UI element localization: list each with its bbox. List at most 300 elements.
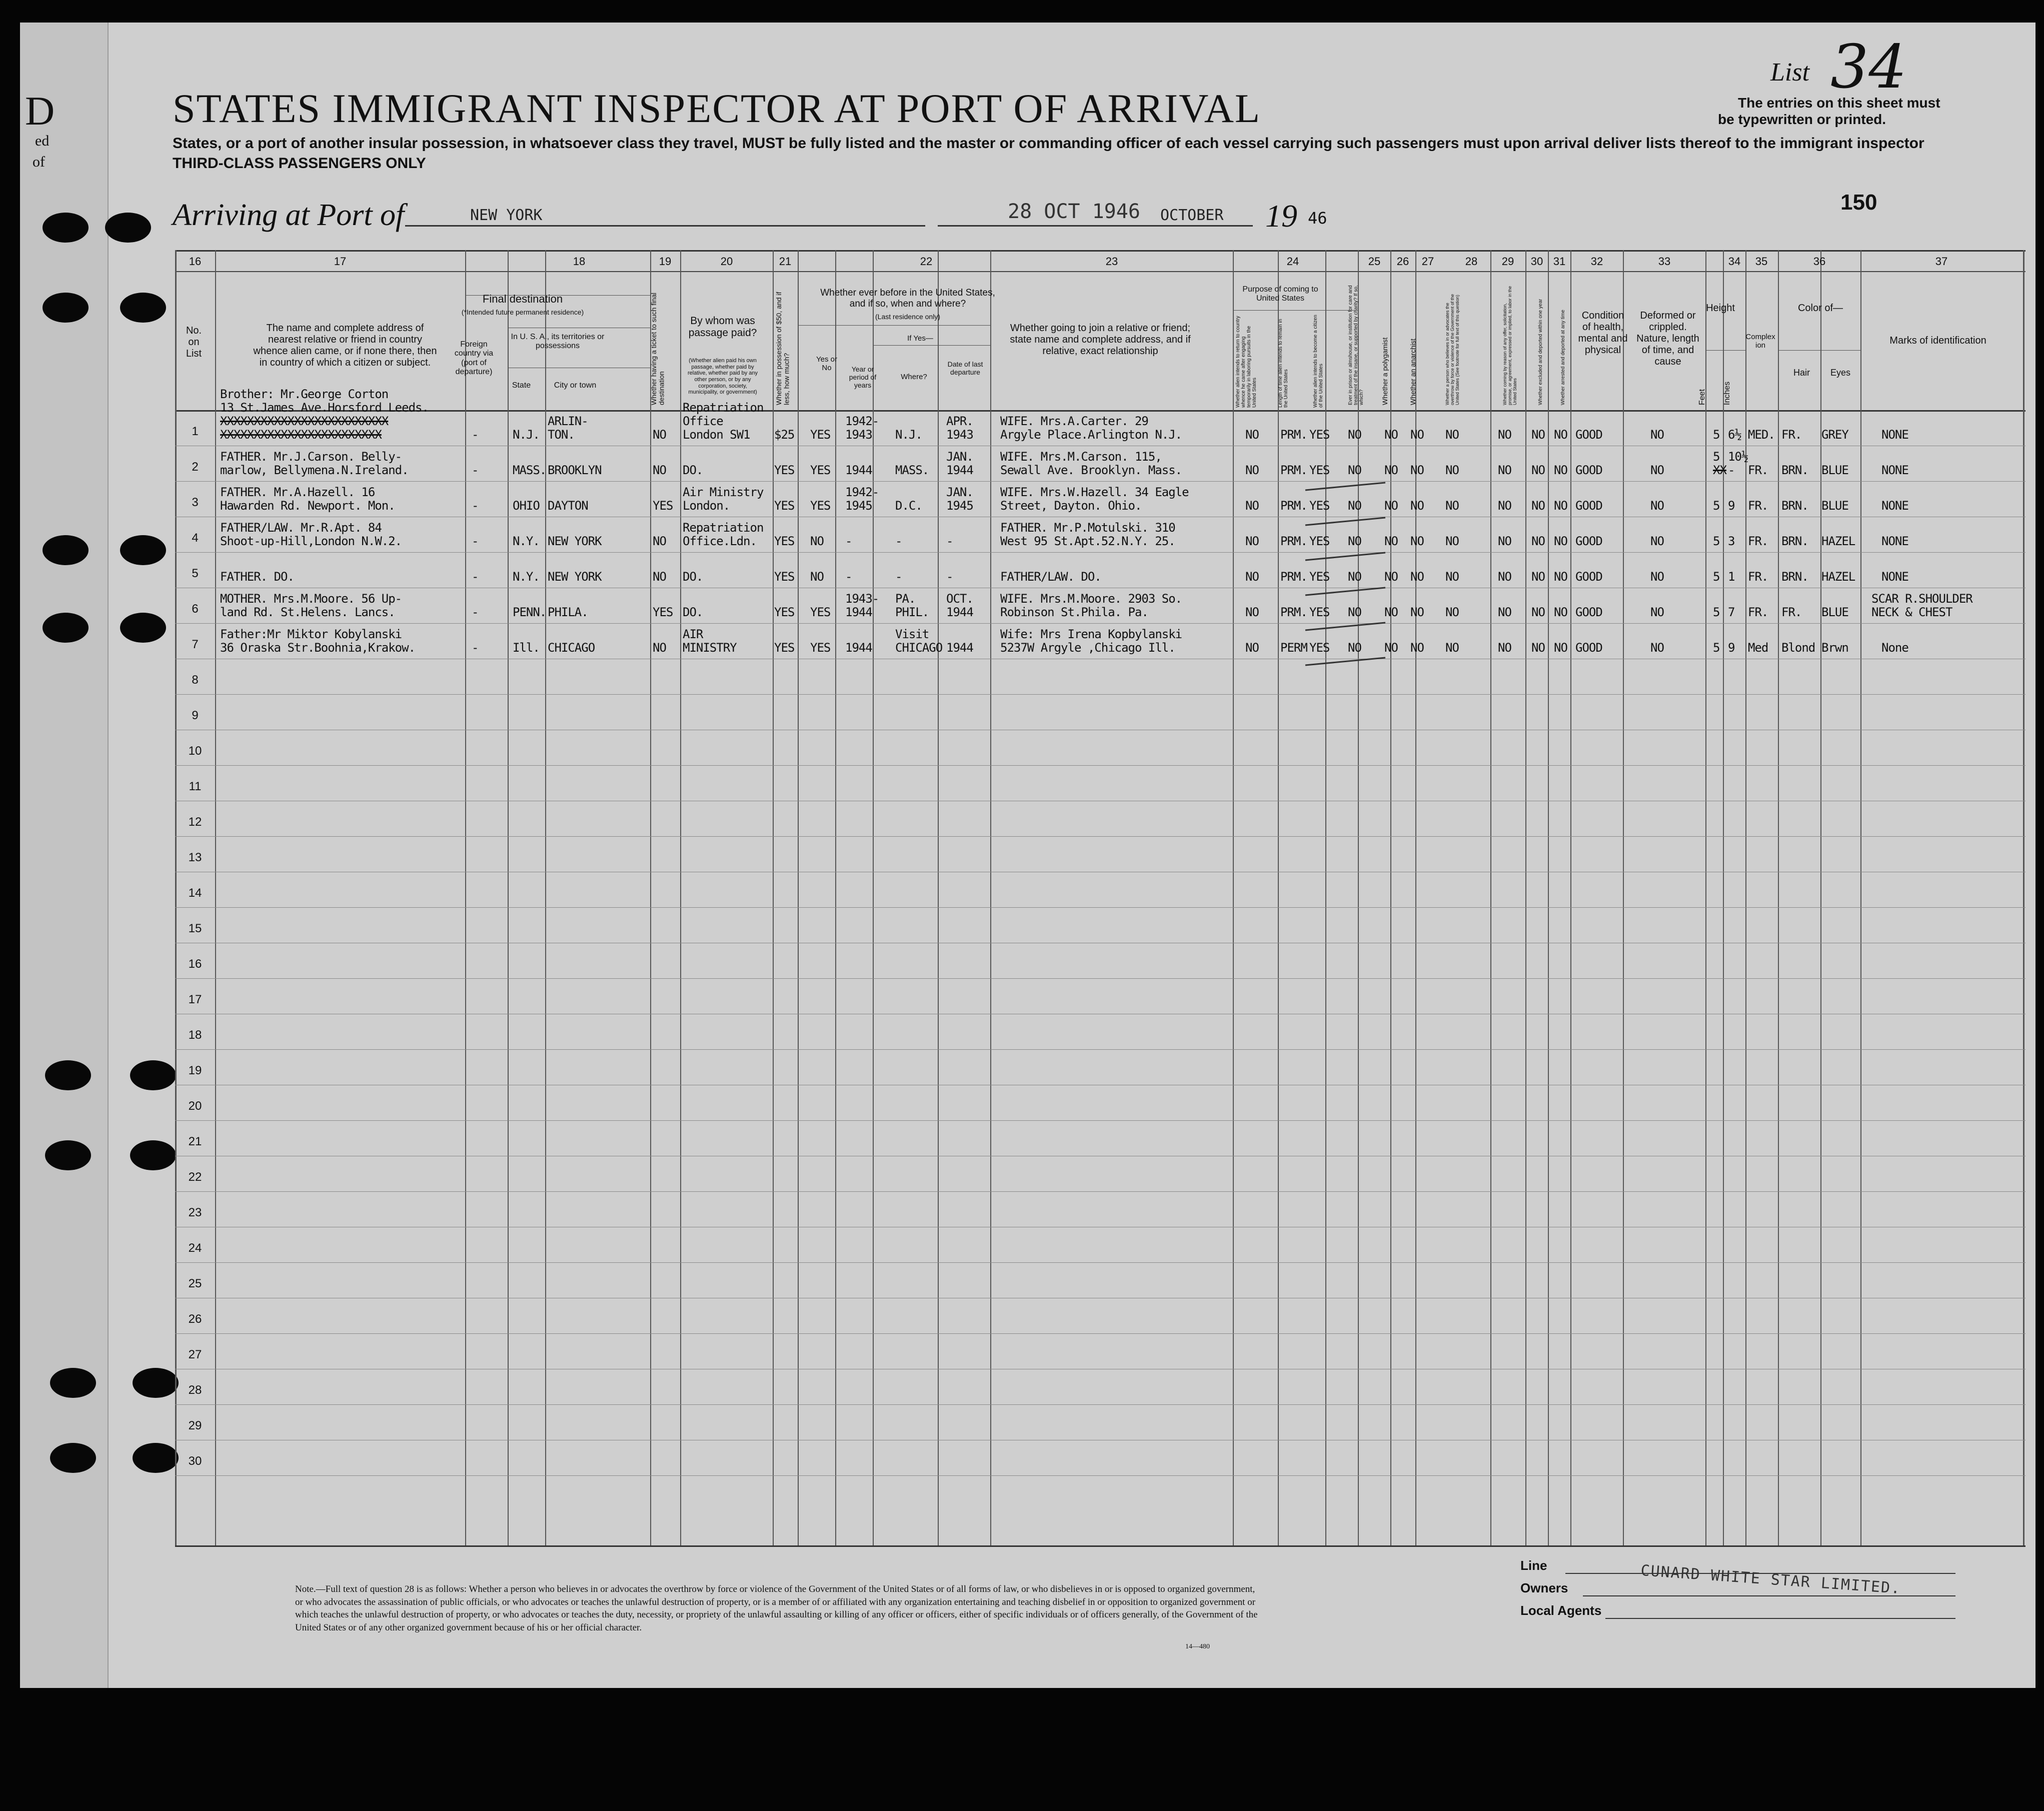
header-no-on-list: No. on List bbox=[186, 325, 202, 359]
column-number: 17 bbox=[334, 255, 347, 268]
row-number: 11 bbox=[189, 780, 202, 793]
height-feet: 5 bbox=[1713, 450, 1720, 464]
answer-c28: NO bbox=[1445, 463, 1459, 477]
header-height: Height bbox=[1706, 303, 1735, 314]
column-divider bbox=[1525, 250, 1526, 1545]
header-last-departure: Date of last departure bbox=[947, 360, 983, 377]
column-divider bbox=[798, 250, 799, 1545]
foreign-country: - bbox=[472, 641, 479, 655]
eye-color: BLUE bbox=[1821, 605, 1848, 619]
answer-p24b: PRM. bbox=[1280, 499, 1307, 513]
column-divider bbox=[1548, 250, 1549, 1545]
answer-c29: NO bbox=[1498, 463, 1511, 477]
column-divider bbox=[873, 250, 874, 1545]
passage-paid-by: MINISTRY bbox=[683, 641, 737, 655]
port-of-arrival: NEW YORK bbox=[470, 207, 543, 224]
subheader-rule bbox=[1778, 350, 1860, 351]
header-purpose: Purpose of coming to United States bbox=[1242, 285, 1318, 303]
destination-city: PHILA. bbox=[548, 605, 588, 619]
ticket-status: YES bbox=[653, 605, 673, 619]
subheader-rule bbox=[1705, 350, 1745, 351]
where-in-us: - bbox=[895, 534, 902, 548]
answer-c26: NO bbox=[1384, 463, 1398, 477]
answer-p24a: NO bbox=[1245, 570, 1259, 584]
complexion: FR. bbox=[1748, 605, 1768, 619]
answer-c30: NO bbox=[1531, 570, 1545, 584]
fifty-dollars: YES bbox=[774, 534, 795, 548]
years-in-us: 1942- bbox=[845, 485, 879, 499]
row-number: 29 bbox=[188, 1419, 202, 1432]
row-number: 19 bbox=[188, 1064, 202, 1077]
row-number: 30 bbox=[188, 1454, 202, 1468]
answer-c26: NO bbox=[1384, 605, 1398, 619]
last-departure: JAN. bbox=[946, 485, 973, 499]
years-in-us: - bbox=[845, 534, 852, 548]
relative-address: FATHER. Mr.J.Carson. Belly- bbox=[220, 450, 402, 464]
hair-color: FR. bbox=[1781, 605, 1802, 619]
health-condition: GOOD bbox=[1575, 428, 1602, 442]
column-number: 21 bbox=[779, 255, 792, 268]
header-purpose-citizen: Whether alien intends to become a citizen of the United States bbox=[1313, 315, 1324, 408]
answer-p24c: YES bbox=[1309, 605, 1330, 619]
answer-c28: NO bbox=[1445, 641, 1459, 655]
identification-marks: NONE bbox=[1881, 570, 1908, 584]
answer-c25: NO bbox=[1348, 499, 1361, 513]
column-divider bbox=[1570, 250, 1571, 1545]
ticket-status: YES bbox=[653, 499, 673, 513]
row-number: 1 bbox=[192, 425, 199, 438]
destination-city: ARLIN- bbox=[548, 414, 588, 428]
punch-hole bbox=[50, 1368, 96, 1398]
fifty-dollars: YES bbox=[774, 499, 795, 513]
row-rule bbox=[175, 1191, 2025, 1192]
destination-city: TON. bbox=[548, 428, 575, 442]
health-condition: GOOD bbox=[1575, 570, 1602, 584]
column-divider bbox=[1705, 250, 1706, 1545]
answer-c25: NO bbox=[1348, 428, 1361, 442]
row-rule bbox=[175, 1120, 2025, 1121]
fifty-dollars: $25 bbox=[774, 428, 795, 442]
height-feet: 5 bbox=[1713, 499, 1720, 513]
answer-p24b: PRM. bbox=[1280, 534, 1307, 548]
relative-address: Hawarden Rd. Newport. Mon. bbox=[220, 499, 395, 513]
passage-paid-by: AIR bbox=[683, 627, 703, 641]
answer-c31: NO bbox=[1554, 534, 1567, 548]
punch-hole bbox=[43, 213, 89, 243]
destination-state: PENN. bbox=[513, 605, 547, 619]
row-number: 3 bbox=[192, 496, 199, 509]
header-polygamist: Whether a polygamist bbox=[1381, 337, 1389, 405]
answer-c31: NO bbox=[1554, 641, 1567, 655]
eye-color: HAZEL bbox=[1821, 570, 1855, 584]
hair-color: Blond bbox=[1781, 641, 1815, 655]
row-number: 26 bbox=[188, 1312, 202, 1326]
height-feet: XX bbox=[1713, 463, 1726, 477]
column-divider bbox=[465, 250, 466, 1545]
row-rule bbox=[175, 1049, 2025, 1050]
ticket-status: NO bbox=[653, 534, 666, 548]
row-rule bbox=[175, 836, 2025, 837]
edge-text-1: ed bbox=[35, 133, 50, 149]
header-arrested: Whether arrested and deported at any time bbox=[1560, 310, 1566, 405]
last-departure: JAN. bbox=[946, 450, 973, 464]
answer-c27: NO bbox=[1410, 605, 1424, 619]
height-feet: 5 bbox=[1713, 641, 1720, 655]
answer-c27: NO bbox=[1410, 499, 1424, 513]
header-final-destination: Final destination bbox=[482, 293, 563, 305]
local-agents-underline bbox=[1605, 1618, 1955, 1619]
column-divider bbox=[990, 250, 991, 1545]
punch-hole bbox=[45, 1140, 91, 1170]
header-anarchist: Whether an anarchist bbox=[1409, 338, 1417, 405]
row-number: 27 bbox=[188, 1348, 202, 1361]
last-departure: 1943 bbox=[946, 428, 973, 442]
header-overthrow: Whether a person who believes in or advocates the overthrow by force or violence of the Government of the United States (See footnote for full text of this question) bbox=[1445, 294, 1460, 405]
header-purpose-return: Whether alien intends to return to country whence he came after engaging temporarily in laboring pursuits in the United States bbox=[1235, 316, 1257, 408]
deformed-status: NO bbox=[1650, 499, 1664, 513]
answer-c30: NO bbox=[1531, 499, 1545, 513]
column-number: 24 bbox=[1286, 255, 1299, 268]
row-number: 23 bbox=[188, 1206, 202, 1219]
joining-relative: 5237W Argyle ,Chicago Ill. bbox=[1000, 641, 1175, 655]
row-number: 8 bbox=[192, 673, 199, 687]
row-number: 24 bbox=[188, 1241, 202, 1255]
deformed-status: NO bbox=[1650, 641, 1664, 655]
relative-address: Brother: Mr.George Corton bbox=[220, 387, 389, 401]
destination-state: MASS. bbox=[513, 463, 547, 477]
punch-hole bbox=[130, 1060, 176, 1090]
last-departure: OCT. bbox=[946, 592, 973, 606]
joining-relative: WIFE. Mrs.W.Hazell. 34 Eagle bbox=[1000, 485, 1189, 499]
arrival-month: OCTOBER bbox=[1160, 207, 1224, 224]
where-in-us: PHIL. bbox=[895, 605, 929, 619]
relative-address: marlow, Bellymena.N.Ireland. bbox=[220, 463, 409, 477]
line-label: Line bbox=[1520, 1558, 1547, 1573]
answer-c29: NO bbox=[1498, 534, 1511, 548]
years-in-us: 1945 bbox=[845, 499, 872, 513]
answer-c29: NO bbox=[1498, 641, 1511, 655]
column-divider bbox=[508, 250, 509, 1545]
header-in-usa: In U. S. A., its territories or possessions bbox=[511, 333, 605, 351]
years-in-us: 1943 bbox=[845, 428, 872, 442]
destination-city: DAYTON bbox=[548, 499, 588, 513]
punch-hole bbox=[50, 1443, 96, 1473]
row-number: 10 bbox=[188, 744, 202, 758]
column-number: 35 bbox=[1755, 255, 1768, 268]
row-number: 2 bbox=[192, 460, 199, 474]
identification-marks: NONE bbox=[1881, 534, 1908, 548]
health-condition: GOOD bbox=[1575, 641, 1602, 655]
hair-color: BRN. bbox=[1781, 534, 1808, 548]
passage-paid-by: Air Ministry bbox=[683, 485, 764, 499]
foreign-country: - bbox=[472, 534, 479, 548]
health-condition: GOOD bbox=[1575, 499, 1602, 513]
punch-hole bbox=[43, 293, 89, 323]
punch-hole bbox=[120, 293, 166, 323]
height-inches: 6½ bbox=[1728, 428, 1741, 442]
row-number: 6 bbox=[192, 602, 199, 616]
joining-relative: WIFE. Mrs.A.Carter. 29 bbox=[1000, 414, 1148, 428]
ticket-status: NO bbox=[653, 463, 666, 477]
answer-c30: NO bbox=[1531, 605, 1545, 619]
answer-p24c: YES bbox=[1309, 463, 1330, 477]
subheader-rule bbox=[873, 345, 990, 346]
destination-state: N.J. bbox=[513, 428, 540, 442]
hair-color: BRN. bbox=[1781, 463, 1808, 477]
manifest-table bbox=[175, 250, 2025, 1545]
answer-c26: NO bbox=[1384, 534, 1398, 548]
previously-in-us: YES bbox=[810, 605, 831, 619]
eye-color: GREY bbox=[1821, 428, 1848, 442]
sheet-number: 150 bbox=[1840, 190, 1877, 215]
row-number: 5 bbox=[192, 567, 199, 580]
relative-address: Father:Mr Miktor Kobylanski bbox=[220, 627, 402, 641]
joining-relative: WIFE. Mrs.M.Moore. 2903 So. bbox=[1000, 592, 1182, 606]
column-divider bbox=[1490, 250, 1491, 1545]
answer-c31: NO bbox=[1554, 605, 1567, 619]
passage-paid-by: London. bbox=[683, 499, 730, 513]
answer-c29: NO bbox=[1498, 605, 1511, 619]
header-labor-offer: Whether coming by reason of any offer, solicitation, promise, or agreement, expressed or implied, to labor in the United States bbox=[1502, 286, 1517, 405]
answer-c29: NO bbox=[1498, 428, 1511, 442]
last-departure: APR. bbox=[946, 414, 973, 428]
fifty-dollars: YES bbox=[774, 463, 795, 477]
previously-in-us: YES bbox=[810, 641, 831, 655]
health-condition: GOOD bbox=[1575, 605, 1602, 619]
answer-c26: NO bbox=[1384, 499, 1398, 513]
row-rule bbox=[175, 978, 2025, 979]
destination-state: N.Y. bbox=[513, 570, 540, 584]
answer-p24c: YES bbox=[1309, 641, 1330, 655]
height-feet: 5 bbox=[1713, 605, 1720, 619]
column-number: 34 bbox=[1728, 255, 1741, 268]
column-number: 25 bbox=[1368, 255, 1381, 268]
answer-c27: NO bbox=[1410, 534, 1424, 548]
edge-letter: D bbox=[25, 88, 55, 134]
row-number: 18 bbox=[188, 1028, 202, 1042]
destination-city: CHICAGO bbox=[548, 641, 595, 655]
passage-paid-by: Repatriation bbox=[683, 401, 764, 415]
row-number: 20 bbox=[188, 1099, 202, 1113]
joining-relative: Sewall Ave. Brooklyn. Mass. bbox=[1000, 463, 1182, 477]
footnote: Note.—Full text of question 28 is as follows: Whether a person who believes in or advocates the overthrow by force or violence of the Government of the United States or of all forms of law, or who disbelieves in or is opposed to organized government, or who advocates the assassination of public officials, or who advocates or teaches the unlawful destruction of property, or is a member of or affiliated with any organization entertaining and teaching disbelief in or opposition to organized government or which teaches the unlawful destruction of property, or who advocates or teaches the duty, necessity, or propriety of the unlawful assaulting or killing of any officer or officers, either of specific individuals or of officers generally, of the Government of the United States or of any other organized government because of his or her official character. bbox=[295, 1584, 1258, 1633]
height-inches: - bbox=[1728, 463, 1735, 477]
ticket-status: NO bbox=[653, 570, 666, 584]
row-number: 25 bbox=[188, 1277, 202, 1290]
answer-c28: NO bbox=[1445, 605, 1459, 619]
table-top-rule bbox=[175, 250, 2025, 252]
answer-c30: NO bbox=[1531, 463, 1545, 477]
row-number: 4 bbox=[192, 531, 199, 545]
column-divider bbox=[545, 250, 546, 1545]
row-rule bbox=[175, 481, 2025, 482]
column-number: 33 bbox=[1658, 255, 1671, 268]
answer-c29: NO bbox=[1498, 499, 1511, 513]
row-number: 13 bbox=[188, 851, 202, 864]
column-divider bbox=[835, 250, 836, 1545]
row-number: 28 bbox=[188, 1383, 202, 1397]
answer-p24c: YES bbox=[1309, 428, 1330, 442]
complexion: Med bbox=[1748, 641, 1768, 655]
relative-address: FATHER/LAW. Mr.R.Apt. 84 bbox=[220, 521, 382, 535]
owners-label: Owners bbox=[1520, 1580, 1568, 1595]
column-number: 30 bbox=[1530, 255, 1543, 268]
answer-p24b: PRM. bbox=[1280, 463, 1307, 477]
where-in-us: Visit bbox=[895, 627, 929, 641]
last-departure: 1945 bbox=[946, 499, 973, 513]
identification-marks: SCAR R.SHOULDER bbox=[1871, 592, 1972, 606]
row-rule bbox=[175, 907, 2025, 908]
answer-p24a: NO bbox=[1245, 499, 1259, 513]
answer-p24b: PRM. bbox=[1280, 605, 1307, 619]
identification-marks: None bbox=[1881, 641, 1908, 655]
column-number-rule bbox=[175, 271, 2025, 272]
row-rule bbox=[175, 765, 2025, 766]
years-in-us: 1944 bbox=[845, 605, 872, 619]
deformed-status: NO bbox=[1650, 463, 1664, 477]
date-stamp: 28 OCT 1946 bbox=[1008, 200, 1140, 223]
answer-p24b: PRM. bbox=[1280, 570, 1307, 584]
hair-color: BRN. bbox=[1781, 570, 1808, 584]
header-prison: Ever in prison or almshouse, or institution for care and treatment of the insane, or supported by charity? If so, which? bbox=[1348, 285, 1364, 405]
header-foreign-country: Foreign country via (port of departure) bbox=[454, 340, 494, 377]
year-suffix: 46 bbox=[1308, 209, 1327, 228]
answer-p24a: NO bbox=[1245, 605, 1259, 619]
joining-relative: Robinson St.Phila. Pa. bbox=[1000, 605, 1148, 619]
column-divider bbox=[1820, 250, 1821, 1545]
deformed-status: NO bbox=[1650, 605, 1664, 619]
column-number: 18 bbox=[573, 255, 586, 268]
foreign-country: - bbox=[472, 499, 479, 513]
identification-marks: NECK & CHEST bbox=[1871, 605, 1952, 619]
list-number: 34 bbox=[1830, 33, 1907, 102]
answer-c25: NO bbox=[1348, 605, 1361, 619]
column-divider bbox=[1415, 250, 1416, 1545]
column-number: 31 bbox=[1553, 255, 1566, 268]
column-number: 20 bbox=[720, 255, 733, 268]
eye-color: Brwn bbox=[1821, 641, 1848, 655]
where-in-us: - bbox=[895, 570, 902, 584]
column-divider bbox=[1623, 250, 1624, 1545]
relative-address: FATHER. Mr.A.Hazell. 16 bbox=[220, 485, 375, 499]
line-stamp: CUNARD WHITE STAR LIMITED. bbox=[1640, 1561, 1902, 1598]
hair-color: FR. bbox=[1781, 428, 1802, 442]
passage-paid-by: DO. bbox=[683, 463, 703, 477]
height-inches: 9 bbox=[1728, 641, 1735, 655]
header-eyes: Eyes bbox=[1830, 368, 1851, 378]
height-inches: 9 bbox=[1728, 499, 1735, 513]
answer-c26: NO bbox=[1384, 641, 1398, 655]
column-divider bbox=[650, 250, 651, 1545]
years-in-us: 1944 bbox=[845, 641, 872, 655]
answer-p24c: YES bbox=[1309, 499, 1330, 513]
height-feet: 5 bbox=[1713, 534, 1720, 548]
last-departure: - bbox=[946, 534, 953, 548]
complexion: MED. bbox=[1748, 428, 1775, 442]
height-feet: 5 bbox=[1713, 570, 1720, 584]
header-health: Condition of health, mental and physical bbox=[1578, 310, 1628, 356]
relative-address: XXXXXXXXXXXXXXXXXXXXXXXXX bbox=[220, 414, 389, 428]
column-divider bbox=[1390, 250, 1391, 1545]
row-number: 22 bbox=[188, 1170, 202, 1184]
column-number: 22 bbox=[920, 255, 933, 268]
destination-city: NEW YORK bbox=[548, 570, 602, 584]
where-in-us: MASS. bbox=[895, 463, 929, 477]
relative-address: FATHER. DO. bbox=[220, 570, 294, 584]
relative-address: 13 St.James Ave.Horsford Leeds. bbox=[220, 401, 429, 415]
answer-c31: NO bbox=[1554, 570, 1567, 584]
foreign-country: - bbox=[472, 463, 479, 477]
answer-p24a: NO bbox=[1245, 463, 1259, 477]
passage-paid-by: London SW1 bbox=[683, 428, 750, 442]
hair-color: BRN. bbox=[1781, 499, 1808, 513]
answer-c26: NO bbox=[1384, 570, 1398, 584]
destination-state: Ill. bbox=[513, 641, 540, 655]
answer-p24a: NO bbox=[1245, 428, 1259, 442]
column-divider bbox=[215, 250, 216, 1545]
header-passage-paid-sub: (Whether alien paid his own passage, whether paid by relative, whether paid by any other person, or by any corporation, society, municipality, or government) bbox=[687, 358, 758, 396]
previously-in-us: YES bbox=[810, 499, 831, 513]
header-if-yes: If Yes— bbox=[907, 334, 933, 343]
answer-p24b: PRM. bbox=[1280, 428, 1307, 442]
answer-c28: NO bbox=[1445, 499, 1459, 513]
header-year-period: Year or period of years bbox=[849, 365, 877, 390]
health-condition: GOOD bbox=[1575, 534, 1602, 548]
column-divider bbox=[1723, 250, 1724, 1545]
health-condition: GOOD bbox=[1575, 463, 1602, 477]
answer-c30: NO bbox=[1531, 534, 1545, 548]
foreign-country: - bbox=[472, 570, 479, 584]
height-inches: 3 bbox=[1728, 534, 1735, 548]
column-number: 26 bbox=[1396, 255, 1409, 268]
foreign-country: - bbox=[472, 605, 479, 619]
ticket-status: NO bbox=[653, 641, 666, 655]
subheader-rule bbox=[798, 325, 990, 326]
column-number: 27 bbox=[1421, 255, 1434, 268]
previously-in-us: NO bbox=[810, 570, 824, 584]
header-hair: Hair bbox=[1793, 368, 1810, 378]
column-number: 19 bbox=[659, 255, 672, 268]
row-number: 14 bbox=[188, 886, 202, 900]
header-yes-no: Yes or No bbox=[816, 355, 837, 373]
list-label: List bbox=[1770, 58, 1810, 87]
years-in-us: 1942- bbox=[845, 414, 879, 428]
page-title: STATES IMMIGRANT INSPECTOR AT PORT OF ARRIVAL bbox=[173, 86, 1261, 131]
answer-c30: NO bbox=[1531, 428, 1545, 442]
answer-c28: NO bbox=[1445, 570, 1459, 584]
year-prefix: 19 bbox=[1265, 198, 1297, 234]
header-complexion: Complexion bbox=[1745, 333, 1775, 350]
header-final-destination-sub: (*Intended future permanent residence) bbox=[461, 308, 584, 316]
answer-p24b: PERM bbox=[1280, 641, 1307, 655]
destination-state: OHIO bbox=[513, 499, 540, 513]
punch-hole bbox=[43, 535, 89, 565]
header-color: Color of— bbox=[1797, 303, 1843, 314]
answer-p24a: NO bbox=[1245, 534, 1259, 548]
row-rule bbox=[175, 1404, 2025, 1405]
row-rule bbox=[175, 552, 2025, 553]
answer-p24c: YES bbox=[1309, 534, 1330, 548]
answer-c28: NO bbox=[1445, 534, 1459, 548]
joining-relative: Street, Dayton. Ohio. bbox=[1000, 499, 1142, 513]
punch-hole bbox=[120, 535, 166, 565]
owners-underline bbox=[1583, 1595, 1955, 1596]
entries-note-line-1: The entries on this sheet must bbox=[1738, 95, 1940, 111]
height-inches: 10½ bbox=[1728, 450, 1748, 464]
header-deformed: Deformed or crippled. Nature, length of time, and cause bbox=[1636, 310, 1699, 367]
fifty-dollars: YES bbox=[774, 641, 795, 655]
column-divider bbox=[2023, 250, 2024, 1545]
